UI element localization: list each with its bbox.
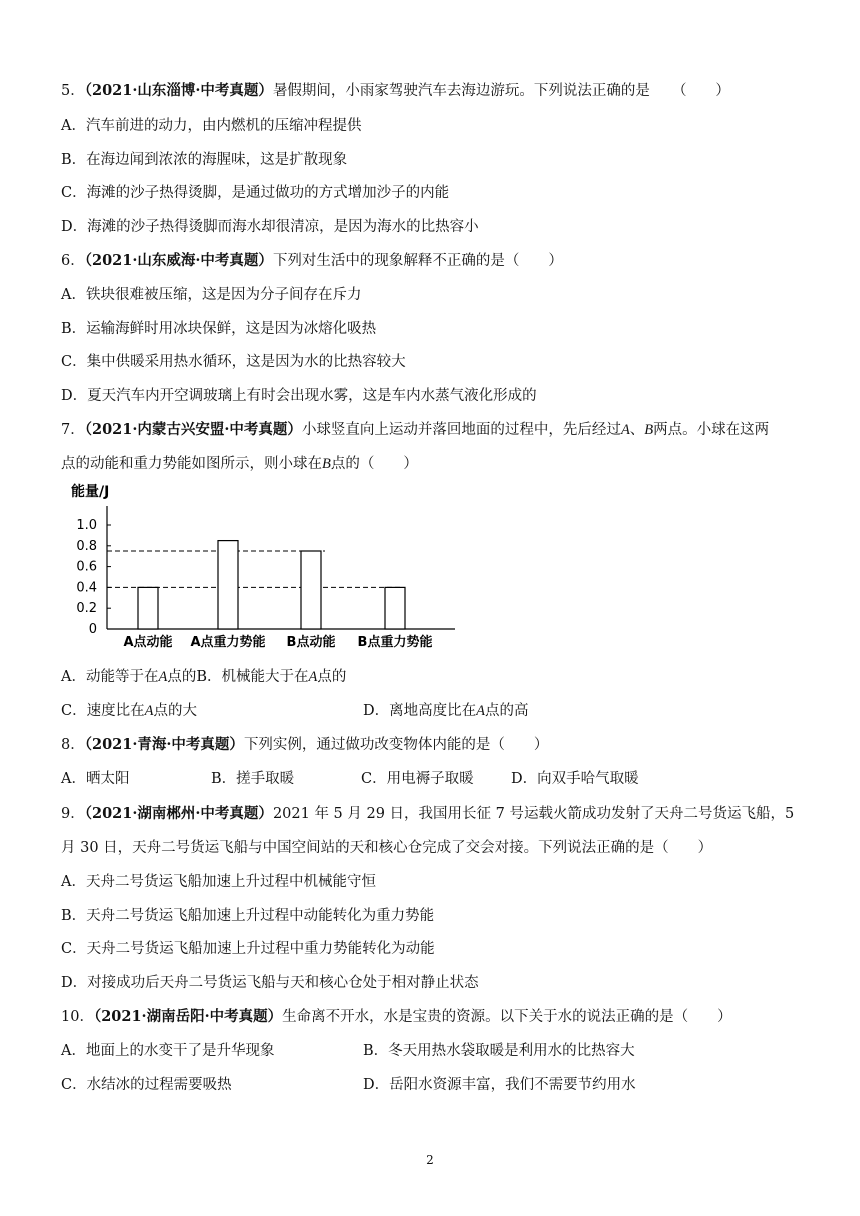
question-10-stem: 10．（2021·湖南岳阳·中考真题）生命离不开水，水是宝贵的资源。以下关于水的说法正确的是（ ） [61,1008,732,1025]
x-category-label: A点动能 [123,635,173,650]
x-category-label: B点重力势能 [357,635,433,650]
q7-option-d: D．离地高度比在A点的高 [363,703,529,719]
q7-option-c: C．速度比在A点的大 [61,703,197,719]
q6-option-b: B．运输海鲜时用冰块保鲜，这是因为冰熔化吸热 [61,321,377,337]
y-tick-label: 0.8 [76,538,97,554]
question-8-stem: 8．（2021·青海·中考真题）下列实例，通过做功改变物体内能的是（ ） [61,736,549,753]
q5-option-b: B．在海边闻到浓浓的海腥味，这是扩散现象 [61,152,348,168]
y-tick-label: 1.0 [76,518,97,533]
bar-2 [218,541,238,629]
question-7-stem-line2: 点的动能和重力势能如图所示，则小球在B点的（ ） [61,456,418,472]
y-tick-label: 0.4 [76,580,97,596]
q10-option-b: B．冬天用热水袋取暖是利用水的比热容大 [363,1043,635,1059]
question-5-stem: 5．（2021·山东淄博·中考真题）暑假期间，小雨家驾驶汽车去海边游玩。下列说法正确的是 （ ） [61,82,730,99]
q8-option-c: C．用电褥子取暖 [361,771,474,787]
q5-option-c: C．海滩的沙子热得烫脚，是通过做功的方式增加沙子的内能 [61,185,450,201]
q5-option-d: D．海滩的沙子热得烫脚而海水却很清凉，是因为海水的比热容小 [61,219,479,235]
q6-option-d: D．夏天汽车内开空调玻璃上有时会出现水雾，这是车内水蒸气液化形成的 [61,388,537,404]
q10-option-a: A．地面上的水变干了是升华现象 [61,1043,275,1059]
bar-1 [138,587,158,629]
x-category-label: A点重力势能 [190,635,266,650]
question-6-stem: 6．（2021·山东威海·中考真题）下列对生活中的现象解释不正确的是（ ） [61,252,563,269]
x-axis-labels [123,634,432,650]
q9-option-c: C．天舟二号货运飞船加速上升过程中重力势能转化为动能 [61,941,435,957]
q10-option-d: D．岳阳水资源丰富，我们不需要节约用水 [363,1077,636,1093]
q8-option-d: D．向双手哈气取暖 [511,771,639,787]
q5-option-a: A．汽车前进的动力，由内燃机的压缩冲程提供 [61,118,362,134]
q8-option-b: B．搓手取暖 [211,771,295,787]
page-number: 2 [426,1153,434,1167]
q9-option-b: B．天舟二号货运飞船加速上升过程中动能转化为重力势能 [61,908,435,924]
question-7-stem-line1: 7．（2021·内蒙古兴安盟·中考真题）小球竖直向上运动并落回地面的过程中，先后经过A、B两点。小球在这两 [61,421,770,438]
bar-3 [301,551,321,629]
x-category-label: B点动能 [286,635,336,650]
bar-4 [385,587,405,629]
y-tick-label: 0.6 [76,559,97,575]
y-tick-label: 0 [88,622,97,637]
q9-option-a: A．天舟二号货运飞船加速上升过程中机械能守恒 [61,874,376,890]
energy-bar-chart [63,478,463,653]
q9-option-d: D．对接成功后天舟二号货运飞船与天和核心仓处于相对静止状态 [61,975,479,991]
bars [138,541,405,629]
chart-ylabel: 能量/J [71,484,110,500]
q7-option-ab: A．动能等于在A点的B．机械能大于在A点的 [61,669,347,685]
q6-option-c: C．集中供暖采用热水循环，这是因为水的比热容较大 [61,354,406,370]
q6-option-a: A．铁块很难被压缩，这是因为分子间存在斥力 [61,287,362,303]
q8-option-a: A．晒太阳 [61,771,130,787]
question-9-stem-line1: 9．（2021·湖南郴州·中考真题）2021 年 5 月 29 日，我国用长征 7 号运载火箭成功发射了天舟二号货运飞船，5 [61,805,795,822]
q10-option-c: C．水结冰的过程需要吸热 [61,1077,232,1093]
question-9-stem-line2: 月 30 日，天舟二号货运飞船与中国空间站的天和核心仓完成了交会对接。下列说法正确的是（ ） [61,840,713,856]
y-tick-label: 0.2 [76,601,97,617]
